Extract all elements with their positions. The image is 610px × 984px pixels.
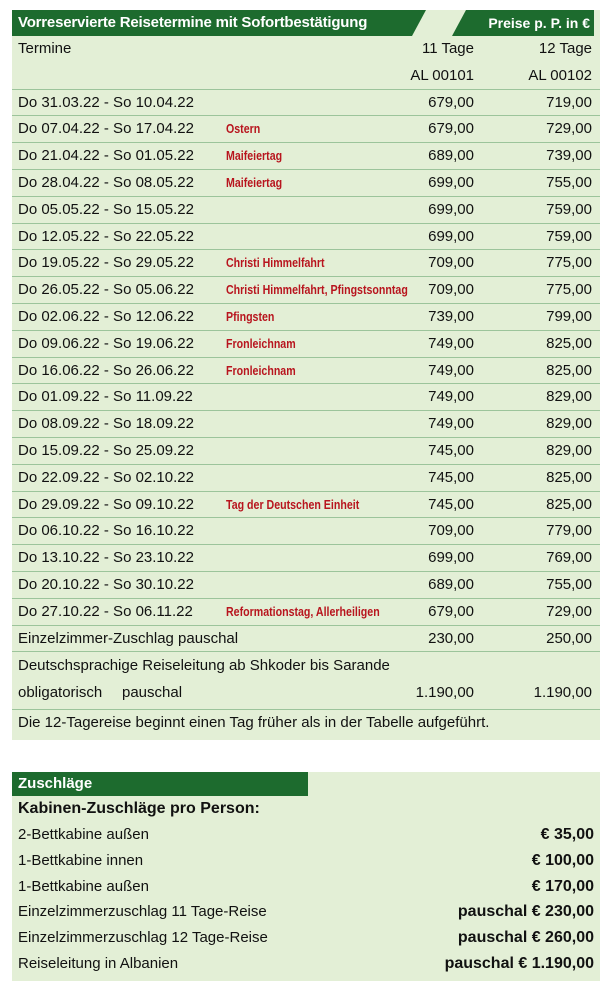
price-11-cell: 749,00: [428, 415, 474, 433]
footnote: Die 12-Tagereise beginnt einen Tag früher als in der Tabelle aufgeführt.: [18, 714, 490, 732]
table-row: [12, 224, 600, 251]
date-cell: Do 06.10.22 - So 16.10.22: [18, 522, 194, 540]
holiday-note: Christi Himmelfahrt: [226, 256, 325, 271]
footnote-row: [12, 710, 600, 740]
travel-dates-table: [12, 10, 600, 740]
table-header-bar: [12, 10, 600, 36]
table-title: Vorreservierte Reisetermine mit Sofortbestätigung: [12, 10, 412, 36]
zuschlaege-section: [12, 772, 600, 981]
col-12-tage-header: 12 Tage: [538, 40, 592, 57]
date-cell: Do 08.09.22 - So 18.09.22: [18, 415, 194, 433]
date-cell: Do 15.09.22 - So 25.09.22: [18, 441, 194, 459]
date-cell: Do 20.10.22 - So 30.10.22: [18, 575, 194, 593]
date-cell: Do 05.05.22 - So 15.05.22: [18, 200, 194, 218]
date-cell: Do 02.06.22 - So 12.06.22: [18, 307, 194, 325]
table-row: [12, 90, 600, 117]
price-12-cell: 775,00: [546, 281, 592, 299]
date-cell: Do 16.06.22 - So 26.06.22: [18, 361, 194, 379]
date-cell: Do 19.05.22 - So 29.05.22: [18, 254, 194, 272]
price-11-cell: 745,00: [428, 468, 474, 486]
price-11-cell: 699,00: [428, 227, 474, 245]
price-11-cell: 745,00: [428, 495, 474, 513]
code-11: AL 00101: [410, 66, 474, 84]
col-11-tage-header: 11 Tage: [422, 40, 474, 57]
table-row: [12, 599, 600, 626]
holiday-note: Christi Himmelfahrt, Pfingstsonntag: [226, 283, 408, 298]
table-row: [12, 250, 600, 277]
surcharge-label: 1-Bettkabine innen: [18, 851, 144, 869]
reiseleitung-row: [12, 652, 600, 710]
price-11-cell: 699,00: [428, 173, 474, 191]
table-row: [12, 331, 600, 358]
holiday-note: Maifeiertag: [226, 149, 283, 164]
date-cell: Do 01.09.22 - So 11.09.22: [18, 388, 193, 406]
surcharge-label: 1-Bettkabine außen: [18, 877, 149, 895]
table-row: [12, 170, 600, 197]
table-row: [12, 411, 600, 438]
holiday-note: Fronleichnam: [226, 363, 296, 378]
table-row: [12, 465, 600, 492]
surcharge-row: [18, 899, 594, 925]
holiday-note: Fronleichnam: [226, 336, 296, 351]
price-12-cell: 829,00: [546, 388, 592, 406]
price-12-cell: 719,00: [546, 93, 592, 111]
date-cell: Do 31.03.22 - So 10.04.22: [18, 93, 194, 111]
price-11-cell: 679,00: [428, 93, 474, 111]
date-cell: Do 13.10.22 - So 23.10.22: [18, 549, 194, 567]
reiseleitung-price-12: 1.190,00: [533, 684, 592, 702]
table-row: [12, 197, 600, 224]
surcharge-value: € 100,00: [531, 851, 594, 869]
surcharge-label: Reiseleitung in Albanien: [18, 954, 179, 972]
ez-price-12: 250,00: [546, 629, 592, 647]
date-cell: Do 28.04.22 - So 08.05.22: [18, 173, 194, 191]
ez-label: Einzelzimmer-Zuschlag pauschal: [18, 629, 239, 647]
code-row: [12, 63, 600, 90]
price-12-cell: 825,00: [546, 361, 592, 379]
date-cell: Do 21.04.22 - So 01.05.22: [18, 147, 194, 165]
surcharge-value: pauschal € 260,00: [457, 929, 594, 947]
price-11-cell: 749,00: [428, 361, 474, 379]
holiday-note: Tag der Deutschen Einheit: [226, 497, 360, 512]
surcharge-row: [18, 848, 594, 874]
surcharge-label: Einzelzimmerzuschlag 12 Tage-Reise: [18, 929, 268, 947]
date-cell: Do 07.04.22 - So 17.04.22: [18, 120, 194, 138]
table-row: [12, 545, 600, 572]
price-note: Preise p. P. in €: [466, 10, 594, 36]
price-12-cell: 729,00: [546, 602, 592, 620]
holiday-note: Maifeiertag: [226, 175, 283, 190]
surcharge-row: [18, 822, 594, 848]
ez-row: [12, 626, 600, 653]
holiday-note: Ostern: [226, 122, 261, 137]
table-row: [12, 304, 600, 331]
price-12-cell: 829,00: [546, 415, 592, 433]
date-cell: Do 12.05.22 - So 22.05.22: [18, 227, 194, 245]
table-row: [12, 116, 600, 143]
table-row: [12, 143, 600, 170]
price-12-cell: 729,00: [546, 120, 592, 138]
price-11-cell: 709,00: [428, 522, 474, 540]
price-12-cell: 755,00: [546, 173, 592, 191]
surcharge-value: € 170,00: [531, 877, 594, 895]
price-12-cell: 739,00: [546, 147, 592, 165]
price-12-cell: 755,00: [546, 575, 592, 593]
price-12-cell: 759,00: [546, 200, 592, 218]
table-row: [12, 518, 600, 545]
ez-price-11: 230,00: [428, 629, 474, 647]
price-12-cell: 775,00: [546, 254, 592, 272]
zuschlaege-title: Zuschläge: [12, 772, 308, 796]
price-11-cell: 679,00: [428, 120, 474, 138]
reiseleitung-pauschal: pauschal: [122, 684, 183, 702]
zuschlaege-panel: [12, 796, 600, 981]
surcharge-row: [18, 874, 594, 900]
holiday-note: Reformationstag, Allerheiligen: [226, 604, 380, 619]
price-12-cell: 829,00: [546, 441, 592, 459]
column-header-row: [12, 36, 600, 63]
price-11-cell: 699,00: [428, 549, 474, 567]
price-12-cell: 825,00: [546, 334, 592, 352]
price-12-cell: 799,00: [546, 307, 592, 325]
price-11-cell: 689,00: [428, 147, 474, 165]
surcharge-value: pauschal € 1.190,00: [444, 954, 594, 972]
price-12-cell: 825,00: [546, 468, 592, 486]
price-12-cell: 825,00: [546, 495, 592, 513]
price-11-cell: 745,00: [428, 441, 474, 459]
price-11-cell: 749,00: [428, 388, 474, 406]
zuschlaege-header-bar: [12, 772, 600, 796]
reiseleitung-obligatorisch: obligatorisch: [18, 684, 103, 702]
table-row: [12, 438, 600, 465]
holiday-note: Pfingsten: [226, 309, 275, 324]
reiseleitung-price-11: 1.190,00: [415, 684, 474, 702]
price-11-cell: 689,00: [428, 575, 474, 593]
surcharge-row: [18, 925, 594, 951]
price-11-cell: 679,00: [428, 602, 474, 620]
price-11-cell: 749,00: [428, 334, 474, 352]
table-row: [12, 358, 600, 385]
table-row: [12, 492, 600, 519]
price-12-cell: 779,00: [546, 522, 592, 540]
price-12-cell: 769,00: [546, 549, 592, 567]
surcharge-value: € 35,00: [540, 826, 594, 843]
date-cell: Do 29.09.22 - So 09.10.22: [18, 495, 194, 513]
surcharge-rows: [18, 822, 594, 977]
code-12: AL 00102: [528, 66, 592, 84]
kabinen-heading: Kabinen-Zuschläge pro Person:: [18, 800, 260, 817]
col-termine-header: Termine: [18, 40, 72, 57]
price-11-cell: 739,00: [428, 307, 474, 325]
date-cell: Do 27.10.22 - So 06.11.22: [18, 602, 193, 620]
reiseleitung-line1: Deutschsprachige Reiseleitung ab Shkoder bis Sarande: [18, 657, 390, 675]
table-row: [12, 572, 600, 599]
date-rows: [12, 90, 600, 626]
surcharge-label: Einzelzimmerzuschlag 11 Tage-Reise: [18, 903, 267, 921]
price-11-cell: 709,00: [428, 254, 474, 272]
date-cell: Do 22.09.22 - So 02.10.22: [18, 468, 194, 486]
price-11-cell: 699,00: [428, 200, 474, 218]
date-cell: Do 09.06.22 - So 19.06.22: [18, 334, 194, 352]
surcharge-value: pauschal € 230,00: [457, 903, 594, 921]
table-row: [12, 277, 600, 304]
surcharge-label: 2-Bettkabine außen: [18, 826, 149, 843]
table-row: [12, 384, 600, 411]
date-cell: Do 26.05.22 - So 05.06.22: [18, 281, 194, 299]
surcharge-row: [18, 951, 594, 977]
price-11-cell: 709,00: [428, 281, 474, 299]
price-12-cell: 759,00: [546, 227, 592, 245]
table-panel: [12, 36, 600, 740]
